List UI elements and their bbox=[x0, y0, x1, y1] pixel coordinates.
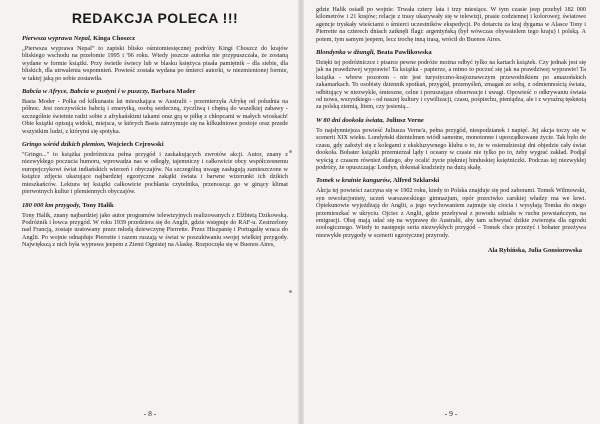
page-title: REDAKCJA POLECA !!! bbox=[71, 10, 239, 26]
review-text-verne: To najsłynniejsza powieść Juliusza Verne'a, pełna przygód, niespodzianek i napięć. Jej akcja toczy się w scenerii XIX wieku. Londyński dżentelmen wiódł samotne, monotonne i uporządkowane życie. Tak było do czasu, gdy założył się z kolegami z ekskluzywnego klubu o to, że w osiemdziesiąt dni objedzie cały świat dookoła. Bohater książki przemierzał lądy i oceany w czasie nie tylko po to, żeby wygrać zakład. Podjął wyścig z czasem również dlatego, aby ocalić życie piękniej hinduskiej księżniczki. Podczas tej niezwykłej podróży, że opuszczając Londyn, dokonał kradzieży na dużą skalę. bbox=[316, 126, 586, 171]
book-author: Alfred Szklarski bbox=[393, 177, 440, 185]
book-author: Tony Halik bbox=[82, 201, 114, 209]
book-author: Barbara Mader bbox=[151, 88, 196, 96]
binding-hole-mark bbox=[289, 150, 292, 153]
page-number: - 9 - bbox=[444, 409, 458, 418]
review-text-tomek: Akcja tej powieści zaczyna się w 1902 roku, kiedy to Polska znajduje się pod zaborami. Tomek Wilmowski, syn rewolucjonisty, uczeń warszawskiego gimnazjum, opór przeciwko carskiej władzy ma we krwi. Opiekunowie wyjeżdżają do Anglii, a jego wychowaniem zajmuje się ciocia i wysyłają Tomka do niego przemieszkać w ukryciu. Ojciec z Anglii, gdzie przebywał z powodu udziału w ruchu powstańczym, na emigracji. Obaj mają udać się na wyprawę do Australii, aby tam schwytać dzikie zwierzęta dla ogrodu zoologicznego. Wtedy to następuje seria niezwykłych przygód – Tomek chce przeżyć i bohater przeżywa niezwykłe przygody w scenerii egzotycznej przyrody. bbox=[316, 187, 586, 239]
book-title: Gringo wśród dzikich plemion, bbox=[22, 141, 106, 149]
authors-signature: Ala Rybińska, Julia Gonsiorowska bbox=[487, 247, 582, 255]
review-heading-verne bbox=[316, 117, 586, 125]
page-number: - 8 - bbox=[143, 409, 157, 418]
review-text-nepal: „Pierwsza wyprawa Nepal” to zapiski blisko ośmiomiesięcznej podróży Kingi Choszcz do krajów bliskiego wschodu na przełomie 1995 i '96 roku. Wtedy jeszcze autorka nie przypuszczała, że zostaną wydane w formie książki. Przy świetle świecy lub w blasku księżyca pisała pamiętnik – dla siebie, dla bliskich, dla utrwalenia wspomnień. Powieść została wydana po śmierci autorki, w niezmienionej formie, w takiej jaką po sobie zostawiła. bbox=[22, 45, 288, 82]
book-author: Kinga Choszcz bbox=[93, 35, 136, 42]
review-heading-gringo bbox=[22, 141, 288, 149]
book-title: 180 000 km przygody, bbox=[22, 201, 81, 209]
review-heading-babcia bbox=[22, 88, 288, 96]
review-text-halik: Tony Halik, znany najbardziej jako autor programów telewizyjnych realizowanych z Elżbietą Dzikowską. Podróżnik i łowca przygód. W roku 1939 przedziera się do Anglii, gdzie wstępuje do RAF-u. Zestrzelony nad Francją, zostaje uratowany przez młodą dziewczynę Pierrette. Przez Hiszpanię i Portugalię wraca do Anglii. Po wojnie odnajduje Pierrette i razem ruszają w świat w poszukiwaniu swojej wielkiej przygody. Największą z nich była wyprawa jeepem z Ziemi Ognistej na Alaskę. Rozpoczęła się w Buenos Aires, bbox=[22, 211, 288, 249]
review-heading-halik bbox=[22, 202, 288, 210]
review-heading-nepal bbox=[22, 35, 288, 43]
review-heading-blondynka bbox=[316, 49, 586, 57]
book-author: Juliusz Verne bbox=[385, 116, 424, 124]
binding-hole-mark bbox=[289, 290, 292, 293]
right-page bbox=[302, 0, 600, 424]
review-heading-tomek bbox=[316, 177, 586, 185]
review-text-gringo: "Gringo..." to książka podróżnicza pełna przygód i zaskakujących zwrotów akcji. Autor, znany z niezwykłego poczucia humoru, wprowadza nas w odległy, tajemniczy i całkowicie obcy współczesnemu europejczykowi świat indiańskich wierzeń i obyczajów. Na szczególną uwagę zasługują zamieszczone w książce zdjęcia ukazujące najbardziej egzotyczne zakątki świata i barwne wizerunki ich dzikich mieszkańców. Lektura tej książki całkowicie pochłania czytelnika, przenosząc go w ginący klimat pierwotnych kultur i plemiennych obyczajów. bbox=[22, 151, 288, 196]
book-title: Tomek w krainie kangurów, bbox=[316, 177, 392, 185]
book-title: Babcia w Afryce, Babcia w pustyni i w puszczy, bbox=[22, 88, 150, 96]
book-author: Wojciech Cejrowski bbox=[107, 141, 164, 149]
book-title: Pierwsza wyprawa Nepal, bbox=[22, 35, 92, 42]
review-text-blondynka: Dzięki tej podróżniczce i pisarce pewne podróże można odbyć tylko na kartach książek. Czy jednak jest się jak na prawdziwej wyprawie! Ta książka - papierze, a mimo to poczuć się jak na prawdziwej wyprawie! Ta książka - wbrew pozorom - nie jest turystyczno-krajoznawczym przewodnikiem po amazońskich zakamarkach. To osobisty dziennik spotkań, przygód, przemyśleń, zmagań ze sobą, z odmiennością świata, odbitujący w niezwykle, śmieszne, celne i poruszające obserwacje i uwagi. Opowieść o odkrywaniu świata od nowa, wszystkiego - od naszej kultury i cywilizacji, czasu, pośpiechu, pieniądza, ale i z wyraźną tęsknotą za polską ziemią, litem, czy jesienią... bbox=[316, 59, 586, 111]
review-text-babcia: Basia Moder - Polka od kilkunastu lat mieszkająca w Australii - przemierzyła Afrykę od południa na północ. Jest rzeczywiście babcią i emerytką, osobą serdeczną, życzliwą i chętną do wszelkiej zabawy - szczególnie świetnie radzi sobie z afrykańskimi takami oraz grą w piłkę z chłopcami w małych wioskach! Obie książki opisują widoki, miejsca, w których Basia zatrzymuje się na kilkudniowe postoje oraz przede wszystkim ludzi, z którymi się spotyka. bbox=[22, 98, 288, 135]
book-title: Blondynka w dżungli, bbox=[316, 49, 376, 57]
book-title: W 80 dni dookoła świata, bbox=[316, 116, 385, 124]
review-text-halik-continued: gdzie Halik osiadł po wojnie. Trwała cztery lata i trzy miesiące. W tym czasie jeep przebył 182 000 kilometrów i 21 krajów; relacje z trasy ukazywały się w telewizji, prasie codziennej i kolorowej; światowe agencje tryskały wieściami o śmierci uczestników ekspedycji. Po dotarciu za kraj dygama w Alasce Tony i Pierrette na czterech dniach zatknęli flagi: argentyńską (był wówczas obywatelem tego kraju) i polską. A potem, tym samym jeepem, lecz trochę inną trasą, wrócił do Buenos Aires. bbox=[316, 6, 586, 43]
book-author: Beata Pawlikowska bbox=[376, 49, 432, 57]
